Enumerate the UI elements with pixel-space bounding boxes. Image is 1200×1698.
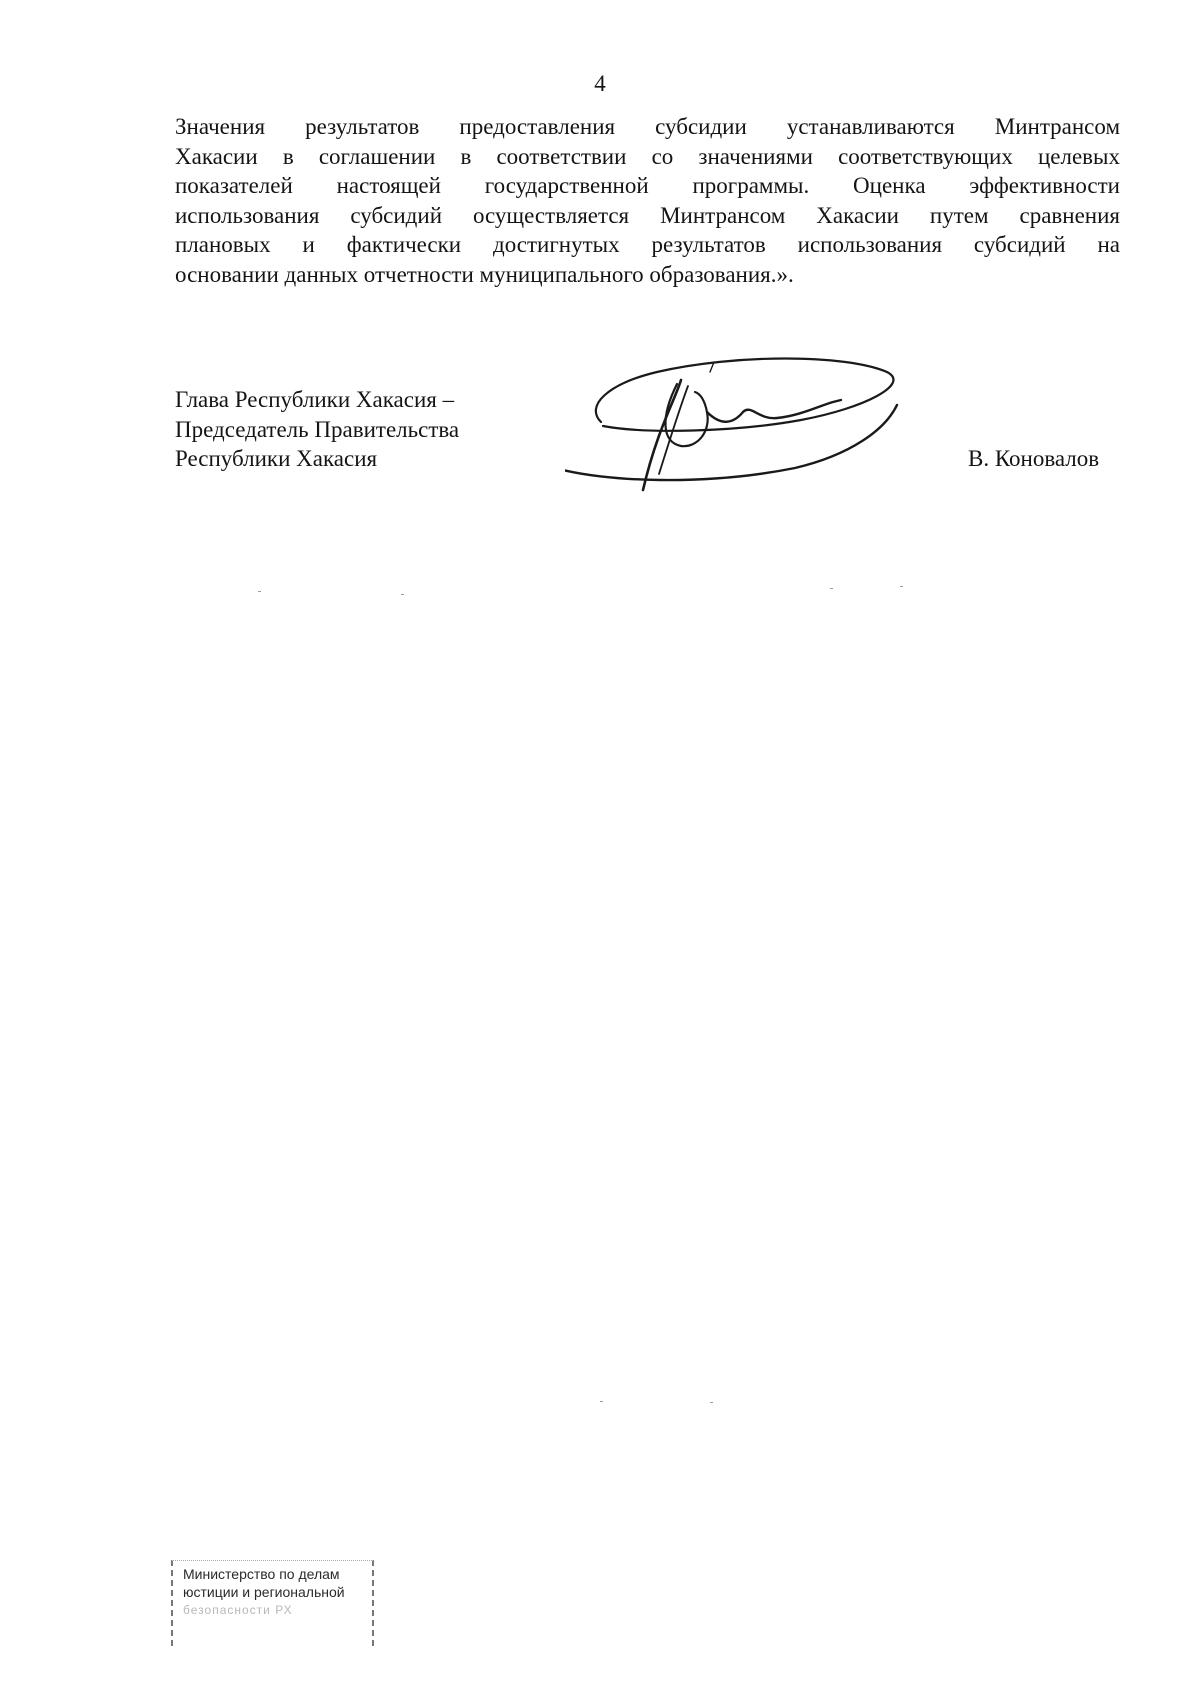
signatory-title-line: Глава Республики Хакасия – xyxy=(175,387,455,412)
scan-speck xyxy=(830,588,833,589)
body-line: Хакасии в соглашении в соответствии со значениями соответствующих целевых xyxy=(175,143,1120,169)
stamp-line: юстиции и региональной xyxy=(183,1584,345,1600)
signatory-title-line: Председатель Правительства xyxy=(175,416,460,442)
page-number: 4 xyxy=(594,71,606,96)
scan-speck xyxy=(600,1401,603,1402)
signatory-title-line: Республики Хакасия xyxy=(175,446,378,471)
scan-speck xyxy=(401,594,404,595)
scan-speck xyxy=(258,591,261,592)
stamp-line: Министерство по делам xyxy=(183,1566,340,1582)
scan-speck xyxy=(900,586,903,587)
body-line: основании данных отчетности муниципального образования.». xyxy=(175,261,794,287)
stamp-line: безопасности РХ xyxy=(183,1603,293,1617)
signer-name: В. Коновалов xyxy=(968,446,1100,471)
handwritten-signature xyxy=(565,350,905,500)
signatory-title xyxy=(175,385,459,474)
body-paragraph xyxy=(175,112,1120,289)
body-line: плановых и фактически достигнутых результатов использования субсидий на xyxy=(175,232,1120,257)
body-line: показателей настоящей государственной программы. Оценка эффективности xyxy=(175,173,1120,198)
scan-speck xyxy=(710,1402,713,1403)
body-line: Значения результатов предоставления субсидии устанавливаются Минтрансом xyxy=(175,114,1120,139)
body-line: использования субсидий осуществляется Минтрансом Хакасии путем сравнения xyxy=(175,202,1120,228)
registration-stamp xyxy=(171,1560,374,1646)
